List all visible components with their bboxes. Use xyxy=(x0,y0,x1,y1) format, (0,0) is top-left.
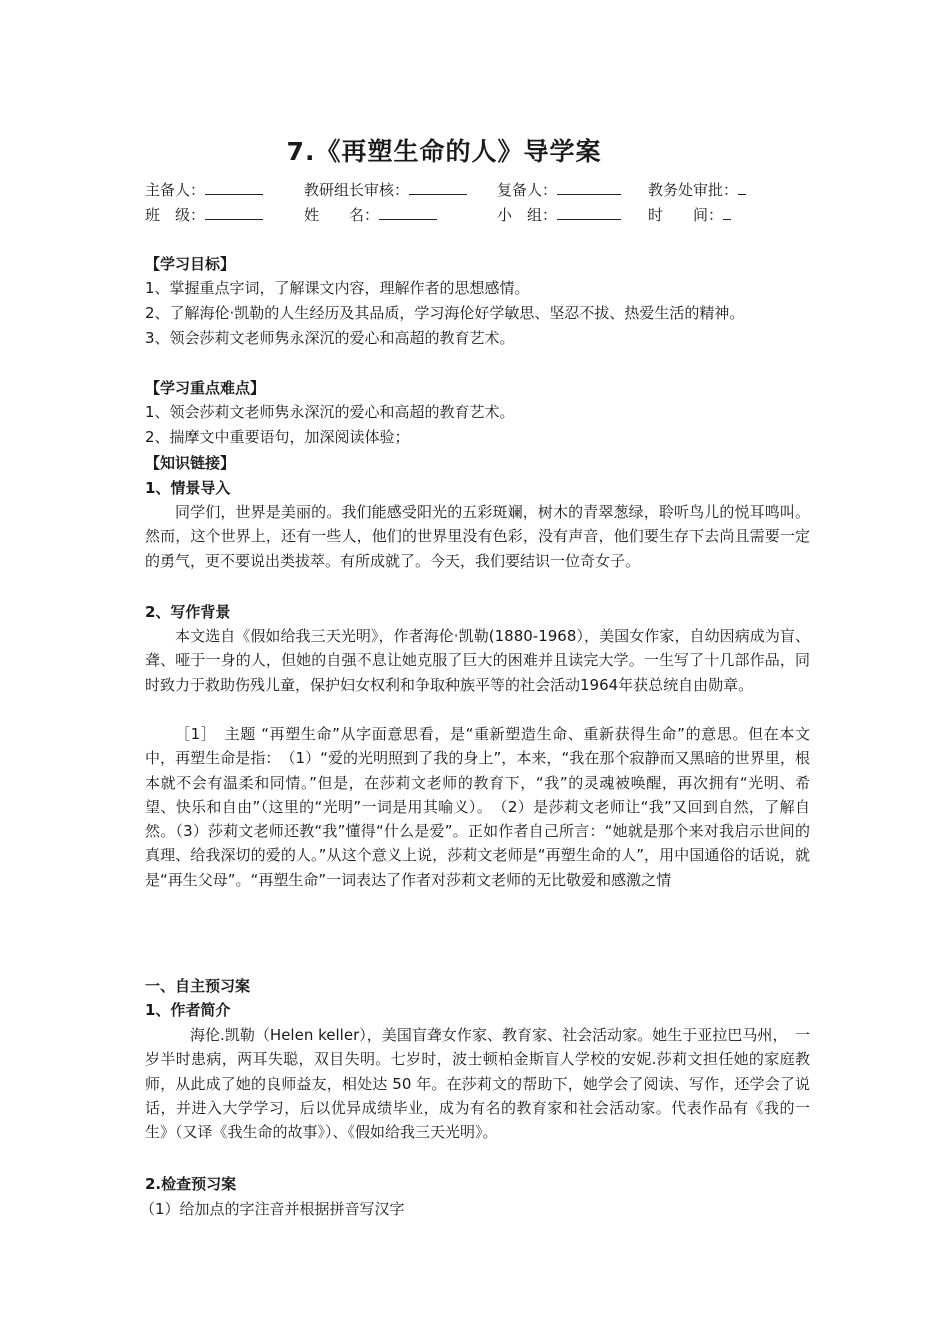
info-label: 班 级： xyxy=(145,206,206,224)
section-heading: 1、情景导入 xyxy=(145,479,231,497)
info-xingming xyxy=(304,203,437,225)
blank-line xyxy=(723,203,731,220)
info-fubeiren xyxy=(497,178,621,200)
check-item: （1）给加点的字注音并根据拼音写汉字 xyxy=(140,1200,405,1218)
goal-item: 3、领会莎莉文老师隽永深沉的爱心和高超的教育艺术。 xyxy=(145,329,515,347)
blank-line xyxy=(379,203,437,220)
info-label: 教研组长审核： xyxy=(304,181,410,199)
paragraph-text: 本文选自《假如给我三天光明》，作者海伦·凯勒(1880-1968），美国女作家，自幼因病成为盲、聋、哑于一身的人，但她的自强不息让她克服了巨大的困难并且读完大学。一生写了十几部作品，同时致力于救助伤残儿童，保护妇女权利和争取种族平等的社会活动1964年获总统自由勋章。 xyxy=(145,627,810,694)
info-xiaozu xyxy=(497,203,621,225)
info-banji xyxy=(145,203,263,225)
intro-paragraph xyxy=(145,500,810,573)
key-point-item: 1、领会莎莉文老师隽永深沉的爱心和高超的教育艺术。 xyxy=(145,403,515,421)
background-paragraph xyxy=(145,624,810,697)
blank-line xyxy=(205,178,263,195)
section-heading: 2、写作背景 xyxy=(145,603,231,621)
knowledge-heading: 【知识链接】 xyxy=(145,454,236,472)
goal-item: 2、了解海伦·凯勒的人生经历及其品质，学习海伦好学敏思、坚忍不拔、热爱生活的精神。 xyxy=(145,304,745,322)
goal-item: 1、掌握重点字词，了解课文内容，理解作者的思想感情。 xyxy=(145,279,530,297)
section-heading: 2.检查预习案 xyxy=(145,1175,237,1193)
info-zhubeiren xyxy=(145,178,263,200)
section-heading: 1、作者简介 xyxy=(145,1001,231,1019)
blank-line xyxy=(557,203,621,220)
info-label: 教务处审批： xyxy=(648,181,739,199)
info-jiaoyan xyxy=(304,178,467,200)
paragraph-text: 海伦.凯勒（Helen keller），美国盲聋女作家、教育家、社会活动家。她生于亚拉巴马州， 一岁半时患病，两耳失聪，双目失明。七岁时，波士顿柏金斯盲人学校的安妮.莎莉文担任她的家庭教师，从此成了她的良师益友，相处达 50 年。在莎莉文的帮助下，她学会了阅读、写作，还学会了说话，并进入大学学习，后以优异成绩毕业，成为有名的教育家和社会活动家。代表作品有《我的一生》（又译《我生命的故事》）、《假如给我三天光明》。 xyxy=(145,1026,810,1142)
preview-heading: 一、自主预习案 xyxy=(145,977,251,995)
blank-line xyxy=(409,178,467,195)
page-title: 7.《再塑生命的人》导学案 xyxy=(286,137,602,166)
author-paragraph xyxy=(145,1023,810,1144)
goals-heading: 【学习目标】 xyxy=(145,255,236,273)
info-label: 时 间： xyxy=(648,206,724,224)
key-point-item: 2、揣摩文中重要语句，加深阅读体验； xyxy=(145,428,410,446)
info-label: 小 组： xyxy=(497,206,558,224)
blank-line xyxy=(205,203,263,220)
key-points-heading: 【学习重点难点】 xyxy=(145,379,266,397)
info-label: 姓 名： xyxy=(304,206,380,224)
theme-paragraph xyxy=(145,722,810,892)
info-shijian xyxy=(648,203,731,225)
info-jiaowu xyxy=(648,178,746,200)
blank-line xyxy=(557,178,621,195)
info-label: 主备人： xyxy=(145,181,206,199)
info-label: 复备人： xyxy=(497,181,558,199)
blank-line xyxy=(738,178,746,195)
paragraph-text: ［1］ 主题 “再塑生命”从字面意思看，是“重新塑造生命、重新获得生命”的意思。但在本文中，再塑生命是指： （1）“爱的光明照到了我的身上”，本来，“我在那个寂静而又黑暗的世界里，根本就不会有温柔和同情。”但是，在莎莉文老师的教育下，“我”的灵魂被唤醒，再次拥有“光明、希望、快乐和自由”（这里的“光明”一词是用其喻义）。 （2）是莎莉文老师让“我”又回到自然，了解自然。（3）莎莉文老师还教“我”懂得“什么是爱”。正如作者自己所言：“她就是那个来对我启示世间的真理、给我深切的爱的人。”从这个意义上说，莎莉文老师是“再塑生命的人”，用中国通俗的话说，就是“再生父母”。“再塑生命”一词表达了作者对莎莉文老师的无比敬爱和感激之情 xyxy=(145,725,810,889)
paragraph-text: 同学们，世界是美丽的。我们能感受阳光的五彩斑斓，树木的青翠葱绿，聆听鸟儿的悦耳鸣叫。然而，这个世界上，还有一些人，他们的世界里没有色彩，没有声音，他们要生存下去尚且需要一定的勇气，更不要说出类拔萃。有所成就了。今天，我们要结识一位奇女子。 xyxy=(145,503,810,570)
